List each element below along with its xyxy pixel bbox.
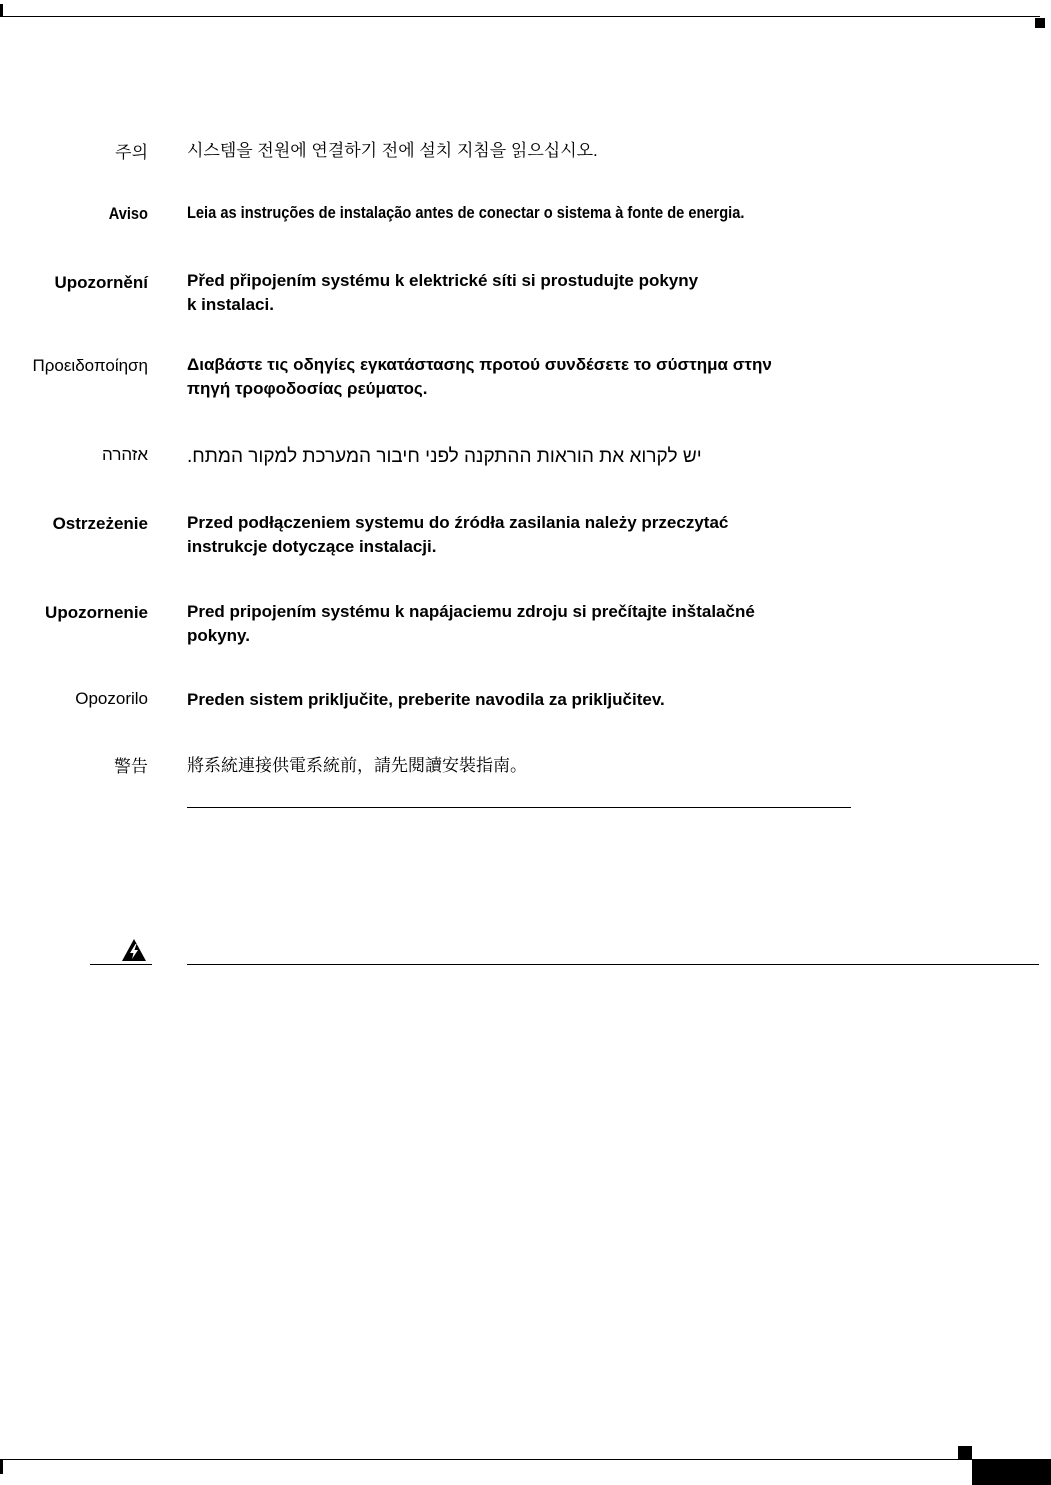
warning-label-portuguese: Aviso — [108, 204, 148, 223]
warning-text-greek-line1: Διαβάστε τις οδηγίες εγκατάστασης προτού συνδέσετε το σύστημα στην — [187, 355, 772, 374]
warning-label-hebrew: אזהרה — [102, 445, 148, 464]
header-corner-mark — [1035, 18, 1045, 28]
warning-text-polish-line1: Przed podłączeniem systemu do źródła zasilania należy przeczytać — [187, 513, 729, 532]
section-end-rule — [187, 807, 851, 808]
warning-label-czech: Upozornění — [54, 273, 148, 292]
footer-rule — [0, 1459, 1051, 1460]
warning-text-czech-line1: Před připojením systému k elektrické síti si prostudujte pokyny — [187, 271, 699, 290]
warning-text-greek-line2: πηγή τροφοδοσίας ρεύματος. — [187, 379, 428, 398]
warning-text-hebrew: יש לקרוא את הוראות ההתקנה לפני חיבור המערכת למקור המתח. — [187, 446, 702, 467]
warning-text-slovenian: Preden sistem priključite, preberite navodila za priključitev. — [187, 690, 665, 709]
warning-text-greek — [187, 353, 857, 401]
warning-text-korean: 시스템을 전원에 연결하기 전에 설치 지침을 읽으십시오. — [187, 141, 598, 160]
warning-label-korean: 주의 — [115, 143, 148, 162]
header-rule — [0, 16, 1040, 17]
warning-text-polish-line2: instrukcje dotyczące instalacji. — [187, 537, 437, 556]
warning-label-polish: Ostrzeżenie — [52, 514, 148, 533]
warning-label-slovak: Upozornenie — [45, 603, 148, 622]
warning-text-slovak-line2: pokyny. — [187, 626, 250, 645]
footer-page-tab — [972, 1460, 1051, 1485]
warning-text-slovak — [187, 600, 857, 648]
warning-text-portuguese: Leia as instruções de instalação antes de conectar o sistema à fonte de energia. — [187, 203, 745, 222]
footer-left-tick — [0, 1460, 3, 1474]
warning-label-greek: Προειδοποίηση — [32, 356, 148, 375]
warning-icon-underline — [90, 964, 152, 965]
warning-text-chinese: 將系統連接供電系統前，請先閱讀安裝指南。 — [187, 756, 527, 775]
warning-label-chinese: 警告 — [114, 757, 148, 776]
footer-corner-mark — [958, 1446, 972, 1460]
warning-text-czech — [187, 269, 857, 317]
warning-text-czech-line2: k instalaci. — [187, 295, 274, 314]
warning-text-slovak-line1: Pred pripojením systému k napájaciemu zdroju si prečítajte inštalačné — [187, 602, 755, 621]
warning-rule — [187, 964, 1039, 965]
warning-triangle-icon — [121, 938, 147, 962]
warning-text-polish — [187, 511, 857, 559]
warning-label-slovenian: Opozorilo — [75, 689, 148, 708]
